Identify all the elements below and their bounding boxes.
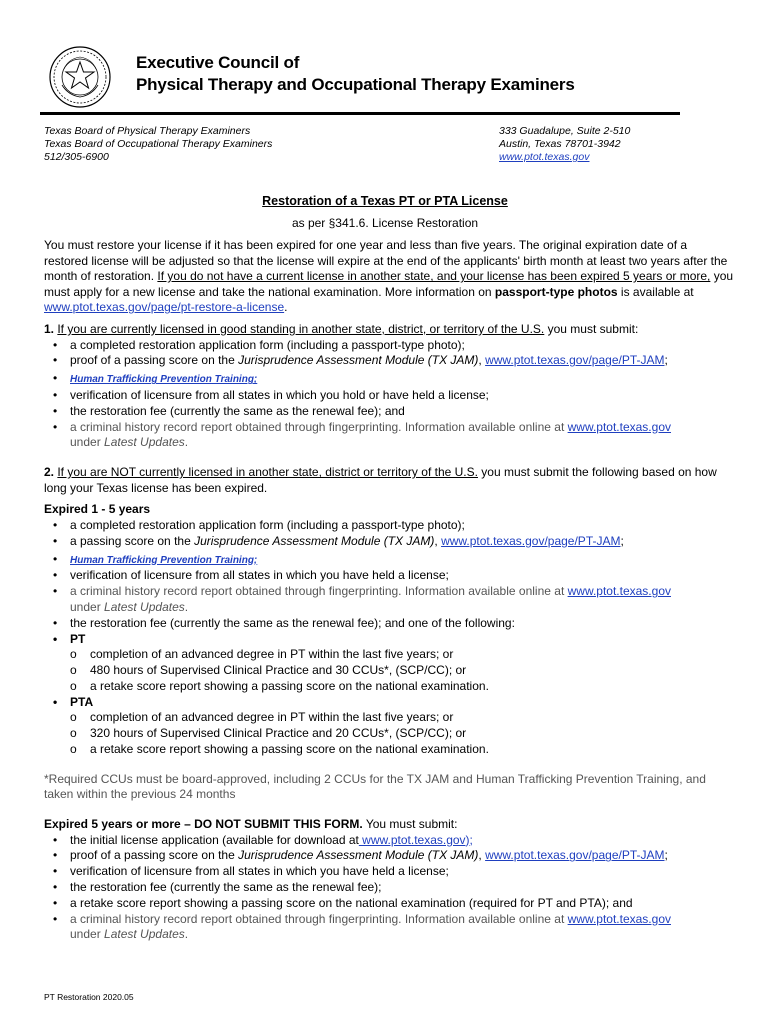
ptot-link[interactable]: www.ptot.texas.gov [567,419,671,434]
pt-jam-link[interactable]: www.ptot.texas.gov/page/PT-JAM [485,353,665,368]
title-line-1: Executive Council of [136,53,300,72]
expired-5-heading: Expired 5 years or more – DO NOT SUBMIT THIS FORM. You must submit: [44,817,458,832]
expired-5-list [44,833,734,944]
ptot-link[interactable]: www.ptot.texas.gov [567,584,671,599]
expired-1-5-list [44,518,734,647]
board-ot: Texas Board of Occupational Therapy Examiners [44,138,273,150]
list-item: • a retake score report showing a passing score on the national examination (required for PT and PTA); and [44,896,734,912]
texas-state-seal-icon [48,45,112,109]
list-item [44,552,734,569]
pt-options [44,647,734,694]
website-link[interactable]: www.ptot.texas.gov [499,151,590,163]
list-item: • PT [44,632,734,648]
title-line-2: Physical Therapy and Occupational Therapy Examiners [136,75,575,94]
pt-jam-link[interactable]: www.ptot.texas.gov/page/PT-JAM [485,848,665,863]
intro-underlined: If you do not have a current license in another state, and your license has been expired 5 years or more, [157,269,711,284]
intro-paragraph [44,238,734,316]
ccu-note: *Required CCUs must be board-approved, including 2 CCUs for the TX JAM and Human Trafficking Prevention Training, and taken within the previous 24 months [44,771,706,802]
list-item: • the initial license application (available for download at www.ptot.texas.gov); [44,833,734,849]
option-item: o a retake score report showing a passing score on the national examination. [44,742,734,758]
intro-bold: passport-type photos [494,284,618,299]
intro-text-3: is available at [617,284,694,299]
option-item: o completion of an advanced degree in PT within the last five years; or [44,710,734,726]
list-item: • PTA [44,695,734,711]
list-item: • a criminal history record report obtained through fingerprinting. Information available online at www.ptot.texas.gov under Latest Updates. [44,912,734,944]
option-item: o 320 hours of Supervised Clinical Practice and 20 CCUs*, (SCP/CC); or [44,726,734,742]
trafficking-training-link[interactable]: Human Trafficking Prevention Training; [70,554,258,566]
ptot-link[interactable]: www.ptot.texas.gov); [358,832,473,847]
section1-number: 1. [44,321,58,336]
pta-options [44,710,734,757]
list-item: • a criminal history record report obtained through fingerprinting. Information available online at www.ptot.texas.gov under Latest Updates. [44,420,734,452]
address-line-2: Austin, Texas 78701-3942 [499,138,621,150]
section2-number: 2. [44,465,58,480]
document-subtitle: as per §341.6. License Restoration [291,216,479,230]
intro-text-4: . [284,300,288,315]
section1-heading [44,322,734,338]
section1-list [44,338,734,452]
section2-rest: you must submit the following based on how long your Texas license has been expired. [44,465,717,495]
list-item: • proof of a passing score on the Jurisprudence Assessment Module (TX JAM), www.ptot.texas.gov/page/PT-JAM; [44,848,734,864]
list-item: • verification of licensure from all states in which you have held a license; [44,864,734,880]
intro-text-2: you must apply for a new license and take the national examination. More information on [44,269,734,299]
restore-license-link[interactable]: www.ptot.texas.gov/page/pt-restore-a-license [44,300,285,315]
board-pt: Texas Board of Physical Therapy Examiners [44,125,251,137]
address-line-1: 333 Guadalupe, Suite 2-510 [499,125,631,137]
list-item: • the restoration fee (currently the same as the renewal fee); and [44,404,734,420]
header-divider [40,112,680,115]
trafficking-training-link[interactable]: Human Trafficking Prevention Training; [70,374,258,386]
document-title: Restoration of a Texas PT or PTA License [262,194,508,208]
list-item: • verification of licensure from all states in which you have held a license; [44,568,734,584]
document-body [44,238,734,943]
section1-underlined: If you are currently licensed in good standing in another state, district, or territory of the U.S. [57,321,545,336]
list-item: • a passing score on the Jurisprudence Assessment Module (TX JAM), www.ptot.texas.gov/page/PT-JAM; [44,534,734,550]
list-item: • verification of licensure from all states in which you hold or have held a license; [44,388,734,404]
section2-underlined: If you are NOT currently licensed in another state, district or territory of the U.S. [57,465,478,480]
option-item: o a retake score report showing a passing score on the national examination. [44,679,734,695]
list-item: • a completed restoration application form (including a passport-type photo); [44,338,734,354]
page-title [136,52,575,96]
list-item: • a criminal history record report obtained through fingerprinting. Information available online at www.ptot.texas.gov under Latest Updates. [44,584,734,616]
board-info [44,125,272,164]
option-item: o completion of an advanced degree in PT within the last five years; or [44,647,734,663]
option-item: o 480 hours of Supervised Clinical Practice and 30 CCUs*, (SCP/CC); or [44,663,734,679]
pt-jam-link[interactable]: www.ptot.texas.gov/page/PT-JAM [441,533,621,548]
section2-heading [44,465,734,496]
ptot-link[interactable]: www.ptot.texas.gov [567,911,671,926]
list-item: • proof of a passing score on the Jurisprudence Assessment Module (TX JAM), www.ptot.texas.gov/page/PT-JAM; [44,353,734,369]
board-phone: 512/305-6900 [44,151,109,163]
expired-1-5-heading: Expired 1 - 5 years [44,502,151,517]
list-item [44,371,734,388]
footer-text: PT Restoration 2020.05 [44,992,134,1002]
list-item: • a completed restoration application form (including a passport-type photo); [44,518,734,534]
list-item: • the restoration fee (currently the same as the renewal fee); [44,880,734,896]
section1-rest: you must submit: [544,321,639,336]
list-item: • the restoration fee (currently the same as the renewal fee); and one of the following: [44,616,734,632]
intro-text: You must restore your license if it has been expired for one year and less than five years. The original expiration date of a restored license will be adjusted so that the license will expire at the end of the applicants' birth month at least two years after the month of restoration. [44,238,728,284]
board-address [499,125,630,164]
